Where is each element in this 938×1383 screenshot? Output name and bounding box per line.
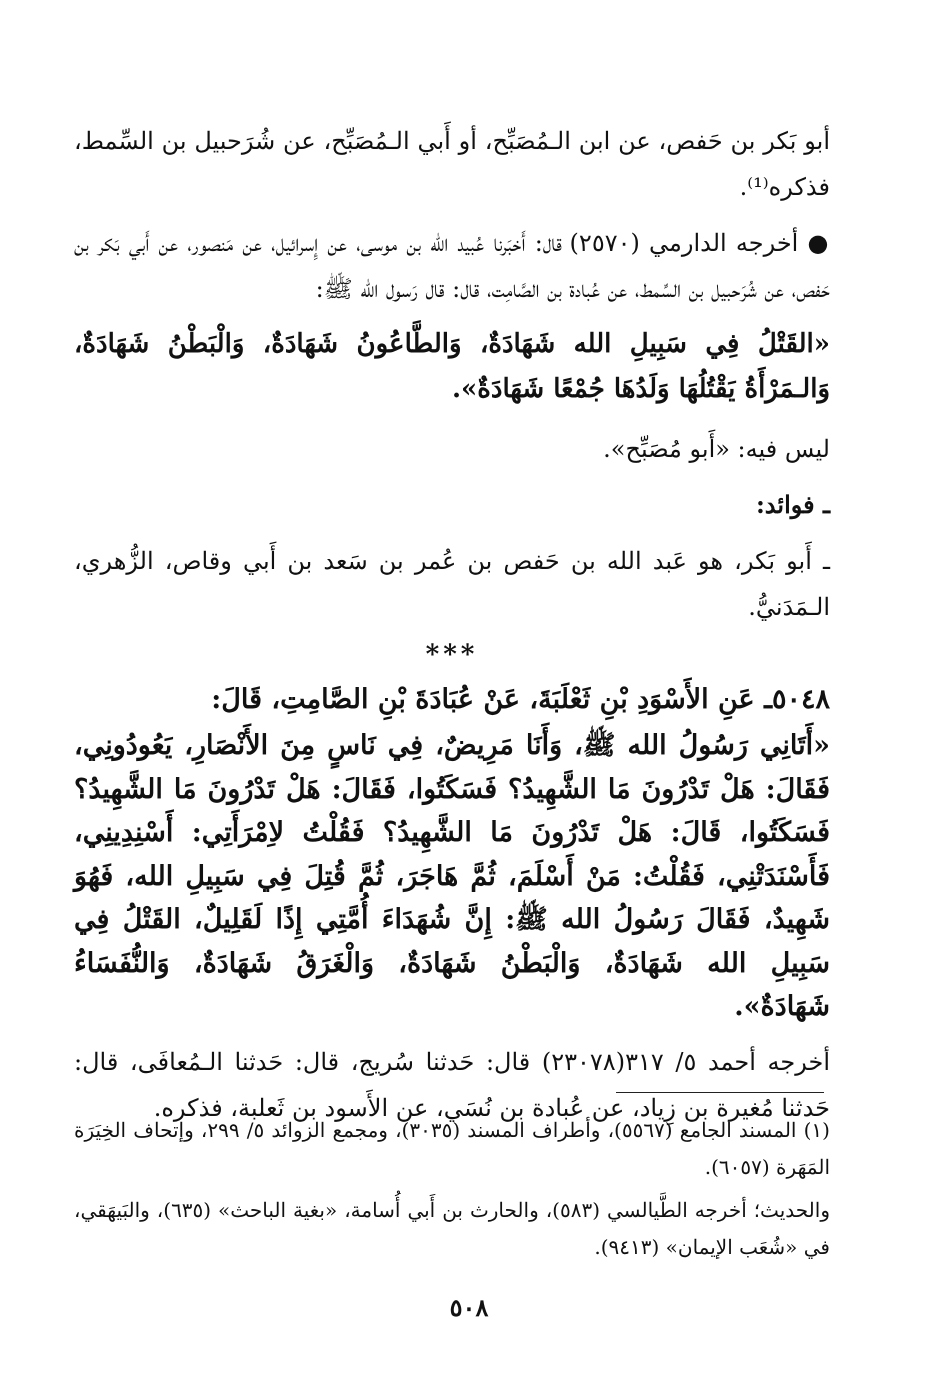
page-number: ٥٠٨ (449, 1293, 489, 1322)
hadith-text-1: «القَتْلُ فِي سَبِيلِ الله شَهَادَةٌ، وَالطَّاعُونُ شَهَادَةٌ، وَالْبَطْنُ شَهَادَةٌ، وَالـمَرْأَةُ يَقْتُلُهَا وَلَدُهَا جُمْعًا شَهَادَةٌ». (74, 329, 830, 404)
hadith-text-2: «أَتَانِي رَسُولُ الله ﷺ، وَأَنَا مَرِيضٌ، فِي نَاسٍ مِنَ الأَنْصَارِ، يَعُودُونِي، فَقَالَ: هَلْ تَدْرُونَ مَا الشَّهِيدُ؟ فَسَكَتُوا، فَقَالَ: هَلْ تَدْرُونَ مَا الشَّهِيدُ؟ فَسَكَتُوا، قَالَ: هَلْ تَدْرُونَ مَا الشَّهِيدُ؟ فَقُلْتُ لاِمْرَأَتِي: أَسْنِدِينِي، فَأَسْنَدَتْنِي، فَقُلْتُ: مَنْ أَسْلَمَ، ثُمَّ هَاجَرَ، ثُمَّ قُتِلَ فِي سَبِيلِ الله، فَهُوَ شَهِيدٌ، فَقَالَ رَسُولُ الله ﷺ: إِنَّ شُهَدَاءَ أُمَّتِي إِذًا لَقَلِيلٌ، القَتْلُ فِي سَبِيلِ الله شَهَادَةٌ، وَالْبَطْنُ شَهَادَةٌ، وَالْغَرَقُ شَهَادَةٌ، وَالنُّفَسَاءُ شَهَادَةٌ». (74, 730, 830, 1022)
fawaid-heading: ـ فوائد: (755, 490, 830, 519)
footnote-1: (١) المسند الجامع (٥٥٦٧)، وأطراف المسند (٣٠٣٥)، ومجمع الزوائد ٥/ ٢٩٩، وإتحاف الخِيَرَة المَهَرة (٦٠٥٧). (74, 1118, 830, 1179)
paragraph-darimi (74, 220, 830, 312)
bullet-icon: ● (807, 228, 830, 257)
paragraph-note: ليس فيه: «أَبو مُصَبِّح». (603, 435, 830, 463)
paragraph-fawaid: ـ أَبو بَكر، هو عَبد الله بن حَفص بن عُمر بن سَعد بن أَبي وقاص، الزُّهري، الـمَدَنيُّ. (74, 547, 830, 621)
paragraph-ahmad: أخرجه أحمد ٥/ ٣١٧(٢٣٠٧٨) قال: حَدثنا سُريج، قال: حَدثنا الـمُعافَى، قال: حَدثنا مُغيرة بن زِياد، عن عُبادة بن نُسَي، عن الأَسود بن ثَعلبة، فذكره. (74, 1047, 831, 1122)
footnote-divider (616, 1092, 824, 1093)
footnote-2: والحديث؛ أخرجه الطَّيالسي (٥٨٣)، والحارث بن أَبي أُسامة، «بغية الباحث» (٦٣٥)، والبَيهَقي، في «شُعَب الإيمان» (٩٤١٣). (74, 1198, 830, 1259)
footnotes (74, 1112, 830, 1272)
paragraph-darimi-text: أخرجه الدارمي (٢٥٧٠) قال: أَخبَرنا عُبيد الله بن موسى، عن إِسرائيل، عن مَنصور، عن أَبي بَكر بن حَفص، عن شُرَحبيل بن السِّمط، عن عُبادة بن الصَّامِت، قال: قال رَسول الله ﷺ: (74, 229, 830, 303)
paragraph-intro: أبو بَكر بن حَفص، عن ابن الـمُصَبِّح، أو أَبي الـمُصَبِّح، عن شُرَحبيل بن السِّمط، فذكره⁽¹⁾. (74, 127, 830, 201)
section-separator: *** (425, 640, 479, 670)
hadith-heading: ٥٠٤٨ـ عَنِ الأَسْوَدِ بْنِ ثَعْلَبَةَ، عَنْ عُبَادَةَ بْنِ الصَّامِتِ، قَالَ: (211, 684, 830, 715)
